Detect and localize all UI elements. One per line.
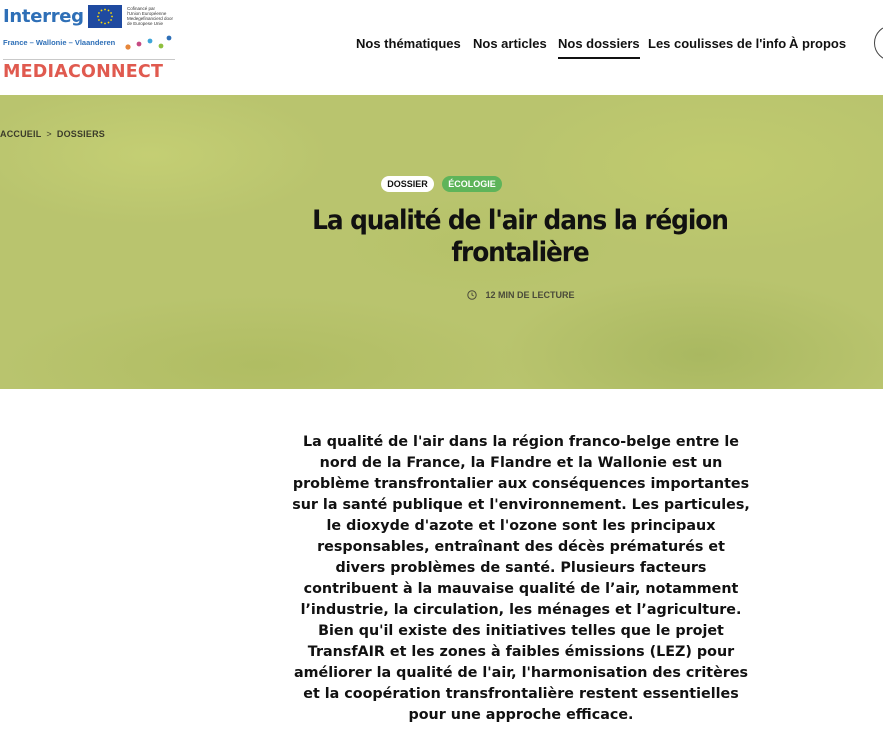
eu-star [98,12,100,14]
page-title: La qualité de l'air dans la région frontalière [312,205,728,268]
breadcrumb-current[interactable]: DOSSIERS [56,129,105,139]
breadcrumb [0,129,105,139]
eu-star [110,19,112,21]
article-intro: La qualité de l'air dans la région franco-belge entre le nord de la France, la Flandre et la Wallonie est un problème transfrontalier aux conséquences importantes sur la santé publique et l'environnement. Les particules, le dioxyde d'azote et l'ozone sont les principaux responsables, entraînant des décès prématurés et divers problèmes de santé. Plusieurs facteurs contribuent à la mauvaise qualité de l’air, notamment l’industrie, la circulation, les ménages et l’agriculture. Bien qu'il existe des initiatives telles que le projet TransfAIR et les zones à faibles émissions (LEZ) pour améliorer la qualité de l'air, l'harmonisation des critères et la coopération transfrontalière restent essentielles pour une approche efficace. [292,434,750,723]
eu-star [101,10,103,12]
nav-item-coulisses[interactable]: Les coulisses de l'info [648,36,787,51]
eu-line: l'Union Européenne [127,11,167,16]
article-badges [0,175,883,193]
nav-item-dossiers[interactable]: Nos dossiers [558,36,640,59]
nav-item-a-propos[interactable]: À propos [789,36,847,51]
badge-ecologie[interactable]: ÉCOLOGIE [442,176,502,192]
eu-star [104,9,106,11]
clock-icon [467,290,477,300]
eu-star [110,12,112,14]
eu-line: Medegefinancierd door [127,16,174,21]
eu-star [98,19,100,21]
site-header [0,0,883,95]
region-wordmark: France – Wallonie – Vlaanderen [3,38,116,47]
logo-dots-icon [121,30,181,54]
logo-divider [3,59,175,60]
eu-star [108,10,110,12]
nav-item-articles[interactable]: Nos articles [473,36,547,51]
badge-dossier[interactable]: DOSSIER [381,176,434,192]
read-time [0,290,883,300]
eu-funding-text [127,6,182,26]
eu-line: Cofinancé par [127,6,156,11]
search-button[interactable] [874,25,883,61]
breadcrumb-home[interactable]: ACCUEIL [0,129,42,139]
mediaconnect-wordmark: MEDIACONNECT [3,62,164,82]
eu-flag-icon [88,5,122,28]
nav-item-thematiques[interactable]: Nos thématiques [356,36,461,51]
eu-line: de Europese Unie [127,21,164,26]
eu-star [101,22,103,24]
article-hero [0,95,883,389]
interreg-wordmark: Interreg [3,6,84,27]
eu-star [97,16,99,18]
eu-star [104,23,106,25]
read-time-label: 12 MIN DE LECTURE [485,290,575,300]
breadcrumb-separator: > [46,129,52,139]
eu-star [108,22,110,24]
site-logo[interactable] [3,4,178,84]
eu-star [111,16,113,18]
